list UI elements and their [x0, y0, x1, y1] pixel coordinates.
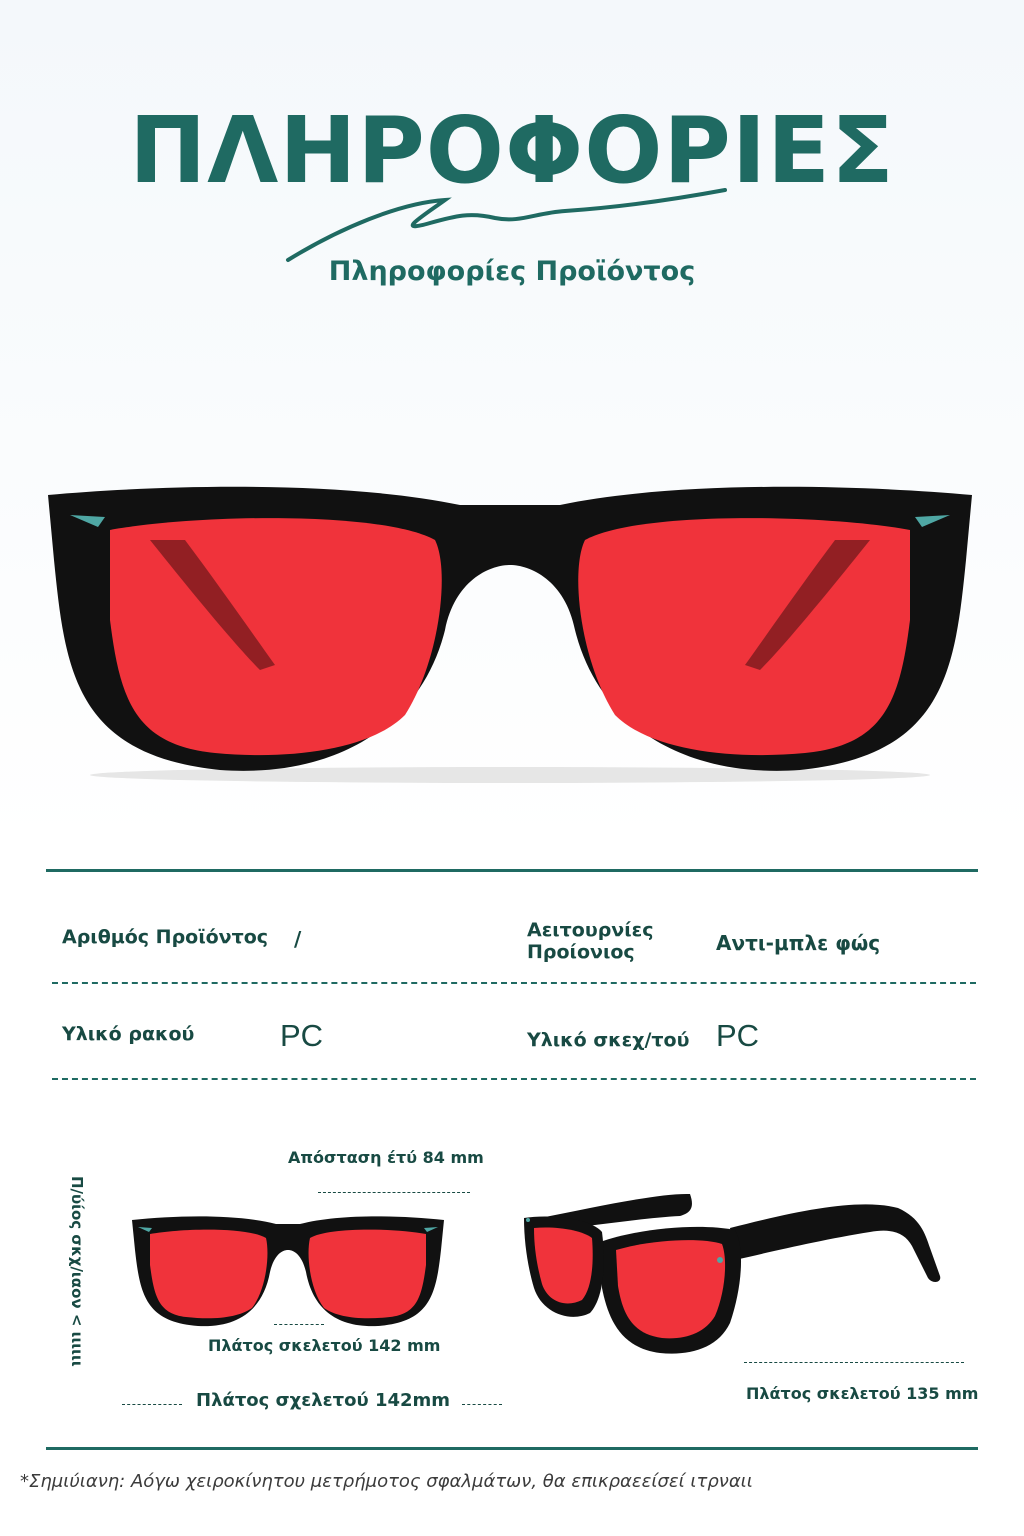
page-subtitle: Πληροφορίες Προϊόντος [328, 256, 696, 287]
glasses-front-small-image [128, 1210, 448, 1330]
divider-dashed-1 [52, 982, 976, 984]
lens-material-label: Υλικό ρακού [62, 1023, 195, 1045]
signature-swoosh [280, 178, 740, 268]
divider-bottom [46, 1447, 978, 1450]
outer-width-line-right [462, 1404, 502, 1405]
lens-material-value: PC [280, 1018, 324, 1053]
frame-material-value: PC [716, 1018, 760, 1053]
function-label: Αειτουρνίες Προίονιος [527, 919, 654, 963]
function-value: Αντι-μπλε φώς [716, 931, 881, 955]
divider-dashed-2 [52, 1078, 976, 1080]
footnote: *Σημιύιανη: Αόγω χειροκίνητου μετρήμοτος σφαλμάτων, θα επικραεείσεί ιτρναιι [20, 1471, 753, 1492]
inner-width-label: Πλάτος σκελετού 142 mm [208, 1336, 441, 1355]
bridge-distance-label: Απόσταση έτύ 84 mm [288, 1148, 484, 1167]
outer-width-label: Πλάτος σχελετού 142mm [196, 1390, 451, 1411]
frame-material-label: Υλικό σκεχ/τού [527, 1029, 690, 1051]
temple-length-label: Πλάτος σκελετού 135 mm [746, 1384, 979, 1403]
inner-width-line [274, 1324, 324, 1325]
glasses-front-image [40, 470, 980, 790]
outer-width-line-left [122, 1404, 182, 1405]
temple-length-line [744, 1362, 964, 1363]
page-title: ΠΛΗΡΟΦΟΡΙΕΣ [129, 97, 895, 204]
product-number-label: Αριθμός Προϊόντος [62, 926, 269, 948]
bridge-distance-line [318, 1192, 470, 1193]
lens-height-label: Π/ύίος σκχ/ιαον < ιιιιιι [68, 1176, 86, 1367]
glasses-side-image [520, 1188, 960, 1360]
divider-top [46, 869, 978, 872]
product-number-value: / [294, 927, 302, 951]
